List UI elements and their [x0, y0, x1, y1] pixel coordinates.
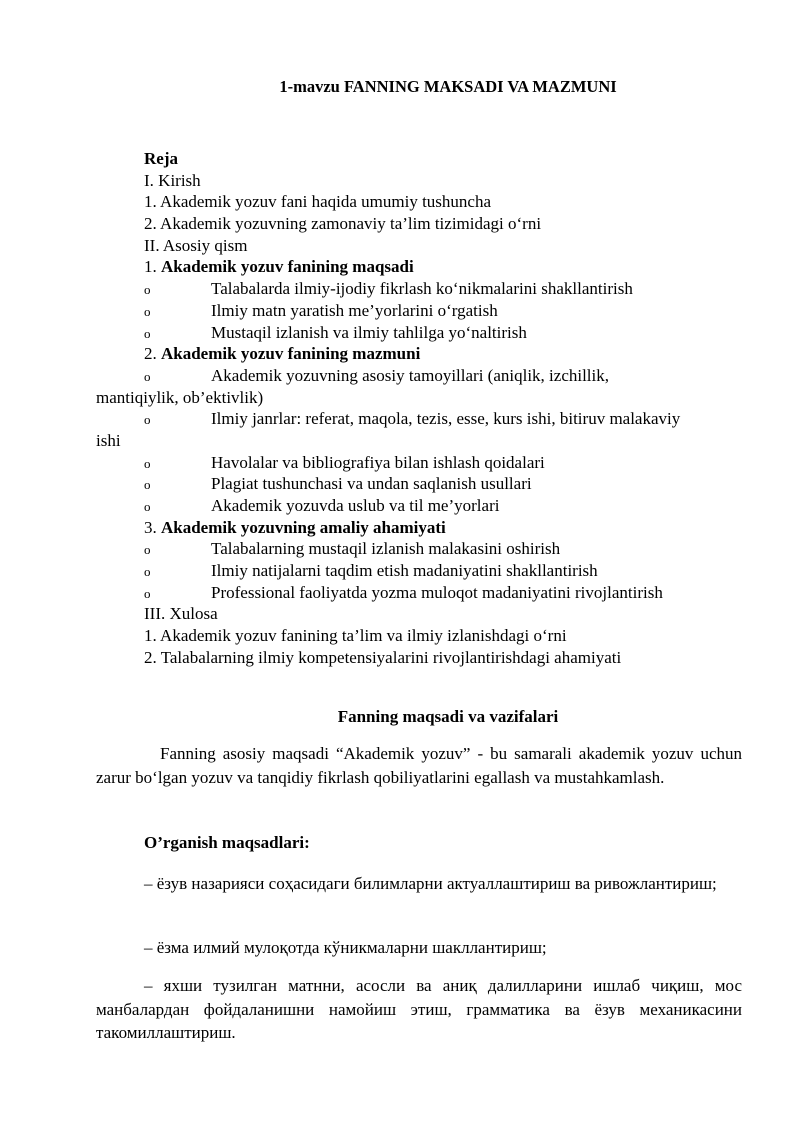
list-item: o Akademik yozuvda uslub va til me’yorlari	[0, 495, 800, 517]
list-item: o Talabalarda ilmiy-ijodiy fikrlash ko‘nikmalarini shakllantirish	[0, 278, 800, 300]
bullet-marker: o	[144, 455, 151, 471]
list-item: o Ilmiy janrlar: referat, maqola, tezis, esse, kurs ishi, bitiruv malakaviy	[0, 408, 800, 430]
objective-item: – ёзув назарияси соҳасидаги билимларни актуаллаштириш ва ривожлантириш;	[144, 874, 717, 893]
plan-intro-item: 2. Akademik yozuvning zamonaviy ta’lim tizimidagi o‘rni	[144, 214, 542, 234]
plan-heading: Reja	[144, 149, 178, 168]
list-item: o Professional faoliyatda yozma muloqot madaniyatini rivojlantirish	[0, 582, 800, 604]
plan-intro-item: 1. Akademik yozuv fani haqida umumiy tushuncha	[144, 192, 492, 212]
bullet-marker: o	[144, 412, 151, 428]
plan-conclusion: III. Xulosa	[144, 604, 218, 624]
bullet-marker: o	[144, 564, 151, 580]
list-item: o Havolalar va bibliografiya bilan ishlash qoidalari	[0, 452, 800, 474]
plan-intro: I. Kirish	[144, 170, 201, 190]
bullet-marker: o	[144, 585, 151, 601]
plan-conclusion-item: 2. Talabalarning ilmiy kompetensiyalarini rivojlantirishdagi ahamiyati	[144, 647, 622, 667]
objective-item: – яхши тузилган матнни, асосли ва аниқ далилларини ишлаб чиқиш, мос манбалардан фойдаланишни намойиш этиш, грамматика ва ёзув механикасини такомиллаштириш.	[96, 976, 742, 1042]
bullet-marker: o	[144, 477, 151, 493]
list-item: o Talabalarning mustaqil izlanish malakasini oshirish	[0, 538, 800, 560]
bullet-marker: o	[144, 325, 151, 341]
plan-section-1: 1. Akademik yozuv fanining maqsadi	[144, 257, 414, 277]
plan-conclusion-item: 1. Akademik yozuv fanining ta’lim va ilmiy izlanishdagi o‘rni	[144, 626, 567, 646]
list-item: o Mustaqil izlanish va ilmiy tahlilga yo‘naltirish	[0, 322, 800, 344]
plan-section-2: 2. Akademik yozuv fanining mazmuni	[144, 344, 421, 364]
plan-main: II. Asosiy qism	[144, 235, 248, 255]
objectives-heading: O’rganish maqsadlari:	[144, 833, 310, 852]
bullet-marker: o	[144, 542, 151, 558]
list-item-continuation: ishi	[96, 430, 121, 450]
plan-outline	[0, 148, 800, 669]
bullet-marker: o	[144, 499, 151, 514]
list-item: o Ilmiy matn yaratish me’yorlarini o‘rgatish	[0, 300, 800, 322]
list-item-continuation: mantiqiylik, ob’ektivlik)	[96, 387, 264, 407]
list-item: o Plagiat tushunchasi va undan saqlanish usullari	[0, 473, 800, 495]
bullet-marker: o	[144, 303, 151, 319]
plan-section-2-title: Akademik yozuv fanining mazmuni	[161, 344, 421, 364]
plan-section-1-title: Akademik yozuv fanining maqsadi	[161, 257, 414, 277]
list-item: o Akademik yozuvning asosiy tamoyillari (aniqlik, izchillik,	[0, 365, 800, 387]
objective-item: – ёзма илмий мулоқотда кўникмаларни шакллантириш;	[144, 938, 547, 957]
list-item: o Ilmiy natijalarni taqdim etish madaniyatini shakllantirish	[0, 560, 800, 582]
section-heading: Fanning maqsadi va vazifalari	[337, 707, 559, 726]
bullet-marker: o	[144, 282, 151, 298]
goal-paragraph: Fanning asosiy maqsadi “Akademik yozuv” - bu samarali akademik yozuv uchun zarur bo‘lgan yozuv va tanqidiy fikrlash qobiliyatlarini egallash va mustahkamlash.	[96, 744, 742, 787]
page-title: 1-mavzu FANNING MAKSADI VA MAZMUNI	[279, 77, 617, 96]
plan-section-3: 3. Akademik yozuvning amaliy ahamiyati	[144, 517, 446, 537]
plan-section-3-title: Akademik yozuvning amaliy ahamiyati	[161, 517, 446, 537]
bullet-marker: o	[144, 368, 151, 384]
